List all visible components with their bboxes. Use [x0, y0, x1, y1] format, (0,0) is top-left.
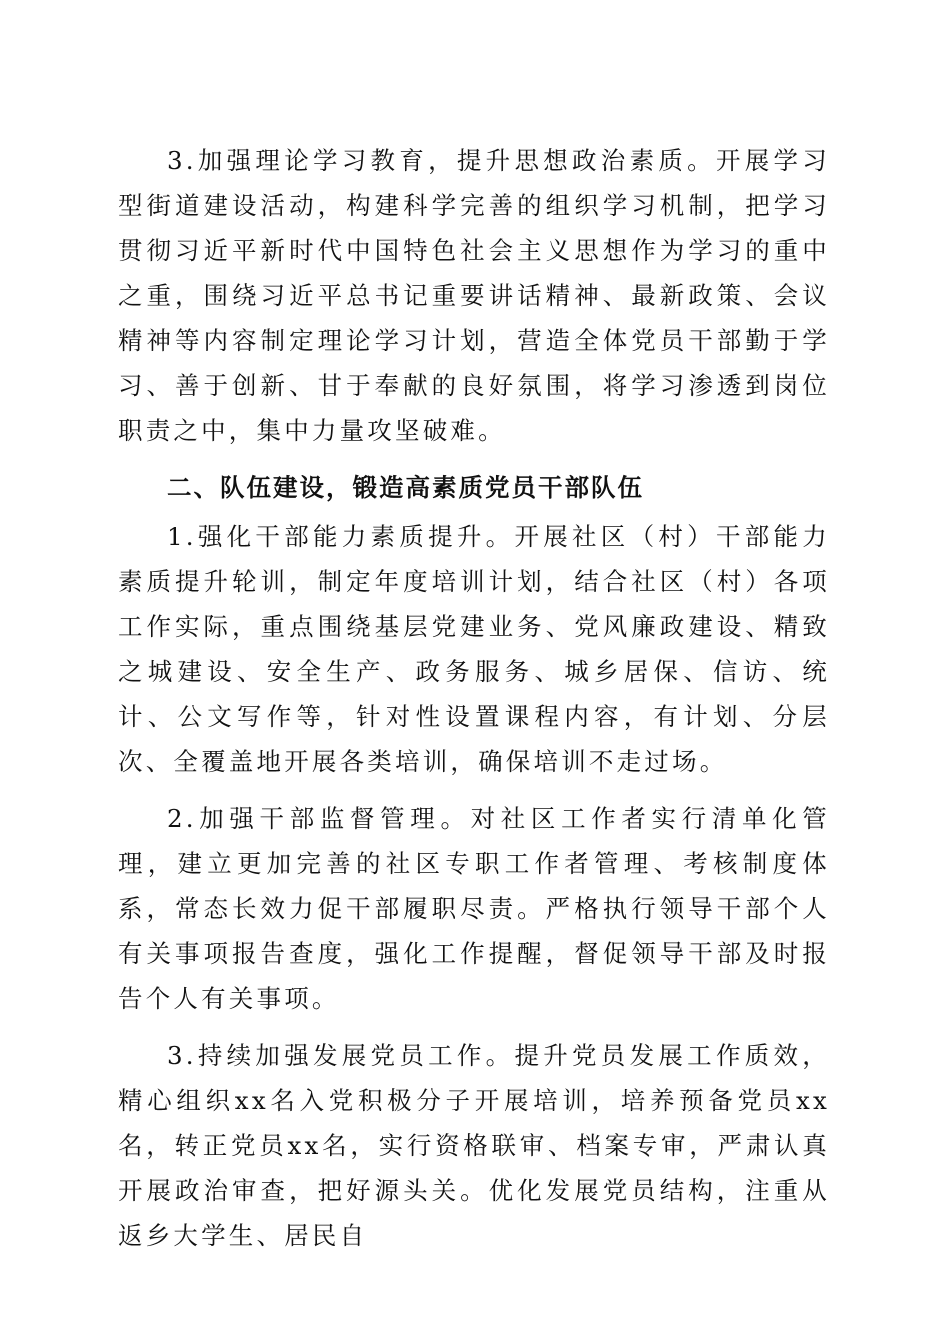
section-heading-team-building: 二、队伍建设，锻造高素质党员干部队伍 [167, 473, 644, 502]
paragraph-cadre-supervision: 2.加强干部监督管理。对社区工作者实行清单化管理，建立更加完善的社区专职工作者管理、考核制度体系，常态长效力促干部履职尽责。严格执行领导干部个人有关事项报告查度，强化工作提醒，督促领导干部及时报告个人有关事项。 [118, 804, 830, 1013]
paragraph-theory-study: 3.加强理论学习教育，提升思想政治素质。开展学习型街道建设活动，构建科学完善的组织学习机制，把学习贯彻习近平新时代中国特色社会主义思想作为学习的重中之重，围绕习近平总书记重要讲话精神、最新政策、会议精神等内容制定理论学习计划，营造全体党员干部勤于学习、善于创新、甘于奉献的良好氛围，将学习渗透到岗位职责之中，集中力量攻坚破难。 [118, 146, 830, 445]
paragraph-party-member-development: 3.持续加强发展党员工作。提升党员发展工作质效，精心组织xx名入党积极分子开展培训，培养预备党员xx名，转正党员xx名，实行资格联审、档案专审，严肃认真开展政治审查，把好源头关。优化发展党员结构，注重从返乡大学生、居民自 [118, 1041, 830, 1250]
document-body [118, 138, 830, 1270]
paragraph-cadre-ability: 1.强化干部能力素质提升。开展社区（村）干部能力素质提升轮训，制定年度培训计划，结合社区（村）各项工作实际，重点围绕基层党建业务、党风廉政建设、精致之城建设、安全生产、政务服务、城乡居保、信访、统计、公文写作等，针对性设置课程内容，有计划、分层次、全覆盖地开展各类培训，确保培训不走过场。 [118, 522, 830, 776]
